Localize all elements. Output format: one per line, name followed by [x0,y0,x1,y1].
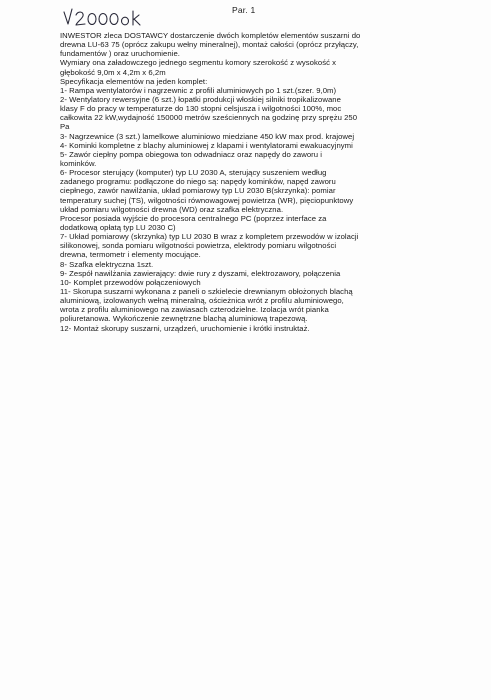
text-line: Specyfikacja elementów na jeden komplet: [60,76,208,86]
text-line: aluminiową, izolowanych wełną mineralną, ościeżnica wrót z profilu aluminiowego, [60,296,344,306]
text-line: temperatury suchej (TS), wilgotności równowagowej powietrza (WR), pięciopunktowy [60,195,354,205]
text-line: zadanego programu: podłączone do niego są: napędy kominków, napęd zaworu [60,177,336,187]
text-line: fundamentów ) oraz uruchomienie. [60,49,180,59]
text-line: układ pomiaru wilgotności drewna (WD) oraz szafka elektryczna. [60,204,284,214]
text-line: wrota z profilu aluminiowego na zawiasach czterodzielne. Izolacja wrót pianka [60,305,329,315]
handwritten-note-drawing [62,6,172,30]
text-line: silikonowej, sonda pomiaru wilgotności powietrza, elektrody pomiaru wilgotności [60,241,337,251]
text-line: 7- Układ pomiarowy (skrzynka) typ LU 2030 B wraz z kompletem przewodów w izolacji [60,232,359,242]
handwritten-note [62,6,172,30]
text-line: 1- Rampa wentylatorów i nagrzewnic z profili aluminiowych po 1 szt.(szer. 9,0m) [60,85,337,95]
text-line: poliuretanowa. Wykończenie zewnętrzne blachą aluminiową trapezową. [60,314,308,324]
text-line: dodatkową opłatą typ LU 2030 C) [60,222,176,232]
text-line: 6- Procesor sterujący (komputer) typ LU 2030 A, sterujący suszeniem według [60,168,327,178]
text-line: 11- Skorupa suszarni wykonana z paneli o szkielecie drewnianym obłożonych blachą [60,286,353,296]
text-line: Procesor posiada wyjście do procesora centralnego PC (poprzez interface za [60,213,327,223]
text-line: 3- Nagrzewnice (3 szt.) lamelkowe aluminiowo miedziane 450 kW max prod. krajowej [60,131,355,141]
text-line: Pa [60,122,70,132]
text-line: 2- Wentylatory rewersyjne (6 szt.) łopatki produkcji włoskiej silniki tropikalizowane [60,94,341,104]
text-line: Wymiary ona załadowczego jednego segmentu komory szerokość z wysokość x [60,58,337,68]
text-line: drewna LU-63 75 (oprócz zakupu wełny mineralnej), montaż całości (oprócz przyłączy, [60,40,359,50]
text-line: 10- Komplet przewodów połączeniowych [60,277,201,287]
text-line: 8- Szafka elektryczna 1szt. [60,259,154,269]
page-number: Par. 1 [232,5,256,15]
text-line: całkowita 22 kW,wydajność 150000 metrów sześciennych na godzinę przy sprężu 250 [60,113,358,123]
text-line: głębokość 9,0m x 4,2m x 6,2m [60,67,166,77]
text-line: ciepłnego, zawór nawilżania, układ pomiarowy typ LU 2030 B(skrzynka): pomiar [60,186,336,196]
text-line: kominków. [60,158,97,168]
text-line: INWESTOR zleca DOSTAWCY dostarczenie dwóch kompletów elementów suszarni do [60,31,361,40]
text-line: drewna, termometr i elementy mocujące. [60,250,201,260]
text-line: 5- Zawór ciepłny pompa obiegowa ton odwadniacz oraz napędy do zaworu i [60,149,323,159]
text-line: 9- Zespół nawilżania zawierający: dwie rury z dyszami, elektrozawory, połączenia [60,268,341,278]
text-line: klasy F do pracy w temperaturze do 130 stopni celsjusza i wilgotności 100%, moc [60,104,342,114]
document-body [60,31,460,333]
text-line: 4- Kominki kompletne z blachy aluminiowej z klapami i wentylatorami ewakuacyjnymi [60,140,353,150]
text-line: 12- Montaż skorupy suszarni, urządzeń, uruchomienie i krótki instruktaż. [60,323,310,333]
